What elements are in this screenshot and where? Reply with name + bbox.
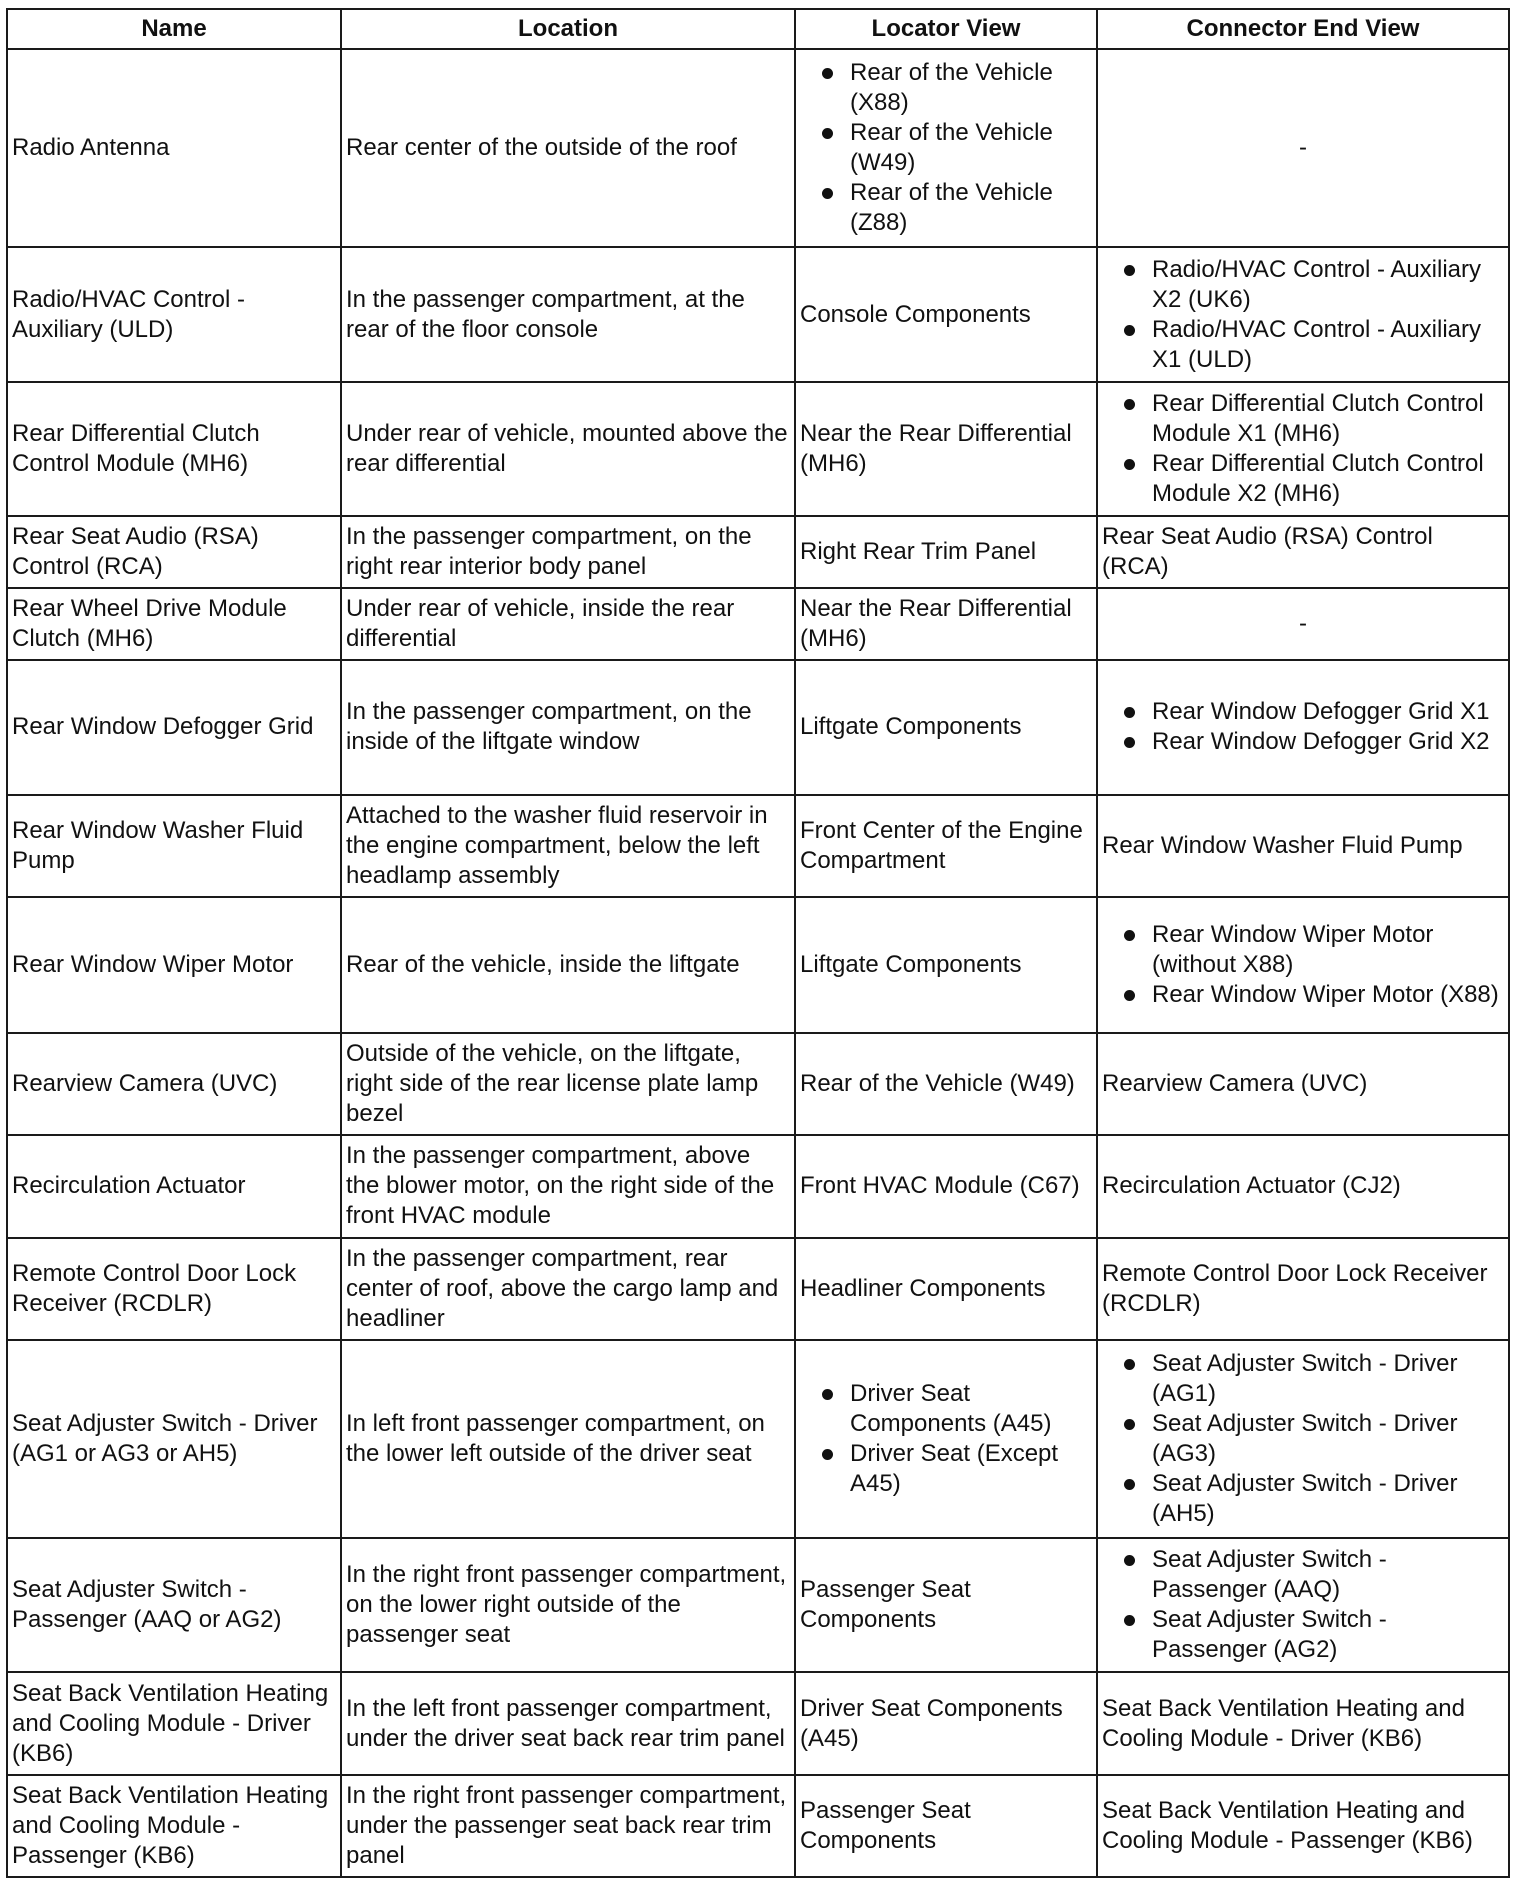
table-row [7,588,1509,660]
list-item: Driver Seat (Except A45) [800,1439,1092,1499]
bullet-list [1102,389,1504,509]
list-item: Radio/HVAC Control - Auxiliary X2 (UK6) [1102,255,1504,315]
list-item: Rear Differential Clutch Control Module X1 (MH6) [1102,389,1504,449]
bullet-list [1102,1349,1504,1529]
cell-location: In the passenger compartment, on the right rear interior body panel [341,516,795,588]
cell-locator-view [795,1340,1097,1538]
table-row [7,1340,1509,1538]
cell-connector-view [1097,1340,1509,1538]
cell-locator-view: Console Components [795,247,1097,381]
header-row [7,9,1509,49]
cell-locator-view: Driver Seat Components (A45) [795,1672,1097,1774]
cell-location: Outside of the vehicle, on the liftgate, right side of the rear license plate lamp bezel [341,1033,795,1135]
cell-locator-view: Near the Rear Differential (MH6) [795,382,1097,516]
cell-location: Rear of the vehicle, inside the liftgate [341,897,795,1033]
list-item: Rear of the Vehicle (Z88) [800,178,1092,238]
cell-locator-view: Passenger Seat Components [795,1775,1097,1877]
cell-connector-view [1097,897,1509,1033]
list-item: Seat Adjuster Switch - Passenger (AAQ) [1102,1545,1504,1605]
cell-name: Rear Window Wiper Motor [7,897,341,1033]
cell-location: In the passenger compartment, rear center of roof, above the cargo lamp and headliner [341,1238,795,1340]
cell-connector-view [1097,382,1509,516]
cell-connector-view: Rear Window Washer Fluid Pump [1097,795,1509,897]
table-row [7,516,1509,588]
cell-connector-view: Rear Seat Audio (RSA) Control (RCA) [1097,516,1509,588]
list-item: Rear Window Wiper Motor (X88) [1102,980,1504,1010]
cell-name: Seat Back Ventilation Heating and Cooling Module - Passenger (KB6) [7,1775,341,1877]
bullet-list [800,58,1092,238]
cell-connector-view: Remote Control Door Lock Receiver (RCDLR) [1097,1238,1509,1340]
table-row [7,1135,1509,1237]
header-locator-view: Locator View [795,9,1097,49]
cell-location: In the right front passenger compartment, under the passenger seat back rear trim panel [341,1775,795,1877]
cell-location: In the left front passenger compartment, under the driver seat back rear trim panel [341,1672,795,1774]
table-row [7,1033,1509,1135]
cell-connector-view [1097,1538,1509,1672]
header-name: Name [7,9,341,49]
header-location: Location [341,9,795,49]
list-item: Seat Adjuster Switch - Driver (AG3) [1102,1409,1504,1469]
cell-locator-view: Front HVAC Module (C67) [795,1135,1097,1237]
table-row [7,1238,1509,1340]
component-locator-table [6,8,1510,1878]
bullet-list [1102,255,1504,375]
cell-name: Recirculation Actuator [7,1135,341,1237]
cell-connector-view [1097,247,1509,381]
cell-locator-view: Front Center of the Engine Compartment [795,795,1097,897]
cell-connector-view: Recirculation Actuator (CJ2) [1097,1135,1509,1237]
bullet-list [1102,1545,1504,1665]
table-row [7,1672,1509,1774]
cell-connector-view [1097,660,1509,794]
list-item: Rear of the Vehicle (X88) [800,58,1092,118]
bullet-list [800,1379,1092,1499]
header-connector-end-view: Connector End View [1097,9,1509,49]
list-item: Rear Window Wiper Motor (without X88) [1102,920,1504,980]
list-item: Rear of the Vehicle (W49) [800,118,1092,178]
cell-locator-view: Rear of the Vehicle (W49) [795,1033,1097,1135]
cell-location: In the passenger compartment, above the blower motor, on the right side of the front HVAC module [341,1135,795,1237]
cell-location: Rear center of the outside of the roof [341,49,795,247]
list-item: Rear Window Defogger Grid X2 [1102,727,1504,757]
list-item: Radio/HVAC Control - Auxiliary X1 (ULD) [1102,315,1504,375]
cell-locator-view: Liftgate Components [795,660,1097,794]
list-item: Rear Differential Clutch Control Module X2 (MH6) [1102,449,1504,509]
table-row [7,1538,1509,1672]
bullet-list [1102,920,1504,1010]
table-row [7,897,1509,1033]
cell-connector-view: Seat Back Ventilation Heating and Cooling Module - Passenger (KB6) [1097,1775,1509,1877]
cell-locator-view: Headliner Components [795,1238,1097,1340]
list-item: Seat Adjuster Switch - Driver (AG1) [1102,1349,1504,1409]
cell-locator-view: Liftgate Components [795,897,1097,1033]
table-row [7,49,1509,247]
cell-location: Attached to the washer fluid reservoir in the engine compartment, below the left headlamp assembly [341,795,795,897]
list-item: Driver Seat Components (A45) [800,1379,1092,1439]
cell-name: Seat Back Ventilation Heating and Cooling Module - Driver (KB6) [7,1672,341,1774]
cell-name: Rearview Camera (UVC) [7,1033,341,1135]
cell-locator-view [795,49,1097,247]
cell-location: In the passenger compartment, on the inside of the liftgate window [341,660,795,794]
list-item: Seat Adjuster Switch - Driver (AH5) [1102,1469,1504,1529]
cell-locator-view: Passenger Seat Components [795,1538,1097,1672]
list-item: Seat Adjuster Switch - Passenger (AG2) [1102,1605,1504,1665]
cell-location: In the right front passenger compartment, on the lower right outside of the passenger seat [341,1538,795,1672]
cell-name: Seat Adjuster Switch - Driver (AG1 or AG3 or AH5) [7,1340,341,1538]
cell-name: Remote Control Door Lock Receiver (RCDLR) [7,1238,341,1340]
list-item: Rear Window Defogger Grid X1 [1102,697,1504,727]
cell-location: In the passenger compartment, at the rear of the floor console [341,247,795,381]
bullet-list [1102,697,1504,757]
cell-location: Under rear of vehicle, mounted above the rear differential [341,382,795,516]
cell-location: Under rear of vehicle, inside the rear differential [341,588,795,660]
cell-connector-view: - [1097,49,1509,247]
cell-name: Radio Antenna [7,49,341,247]
cell-locator-view: Near the Rear Differential (MH6) [795,588,1097,660]
cell-name: Rear Window Washer Fluid Pump [7,795,341,897]
cell-connector-view: Rearview Camera (UVC) [1097,1033,1509,1135]
cell-name: Rear Wheel Drive Module Clutch (MH6) [7,588,341,660]
cell-connector-view: Seat Back Ventilation Heating and Cooling Module - Driver (KB6) [1097,1672,1509,1774]
cell-connector-view: - [1097,588,1509,660]
cell-locator-view: Right Rear Trim Panel [795,516,1097,588]
table-row [7,382,1509,516]
table-row [7,1775,1509,1877]
cell-name: Radio/HVAC Control - Auxiliary (ULD) [7,247,341,381]
cell-name: Rear Seat Audio (RSA) Control (RCA) [7,516,341,588]
cell-name: Rear Window Defogger Grid [7,660,341,794]
table-row [7,660,1509,794]
table-row [7,795,1509,897]
cell-location: In left front passenger compartment, on the lower left outside of the driver seat [341,1340,795,1538]
table-row [7,247,1509,381]
cell-name: Seat Adjuster Switch - Passenger (AAQ or AG2) [7,1538,341,1672]
cell-name: Rear Differential Clutch Control Module (MH6) [7,382,341,516]
